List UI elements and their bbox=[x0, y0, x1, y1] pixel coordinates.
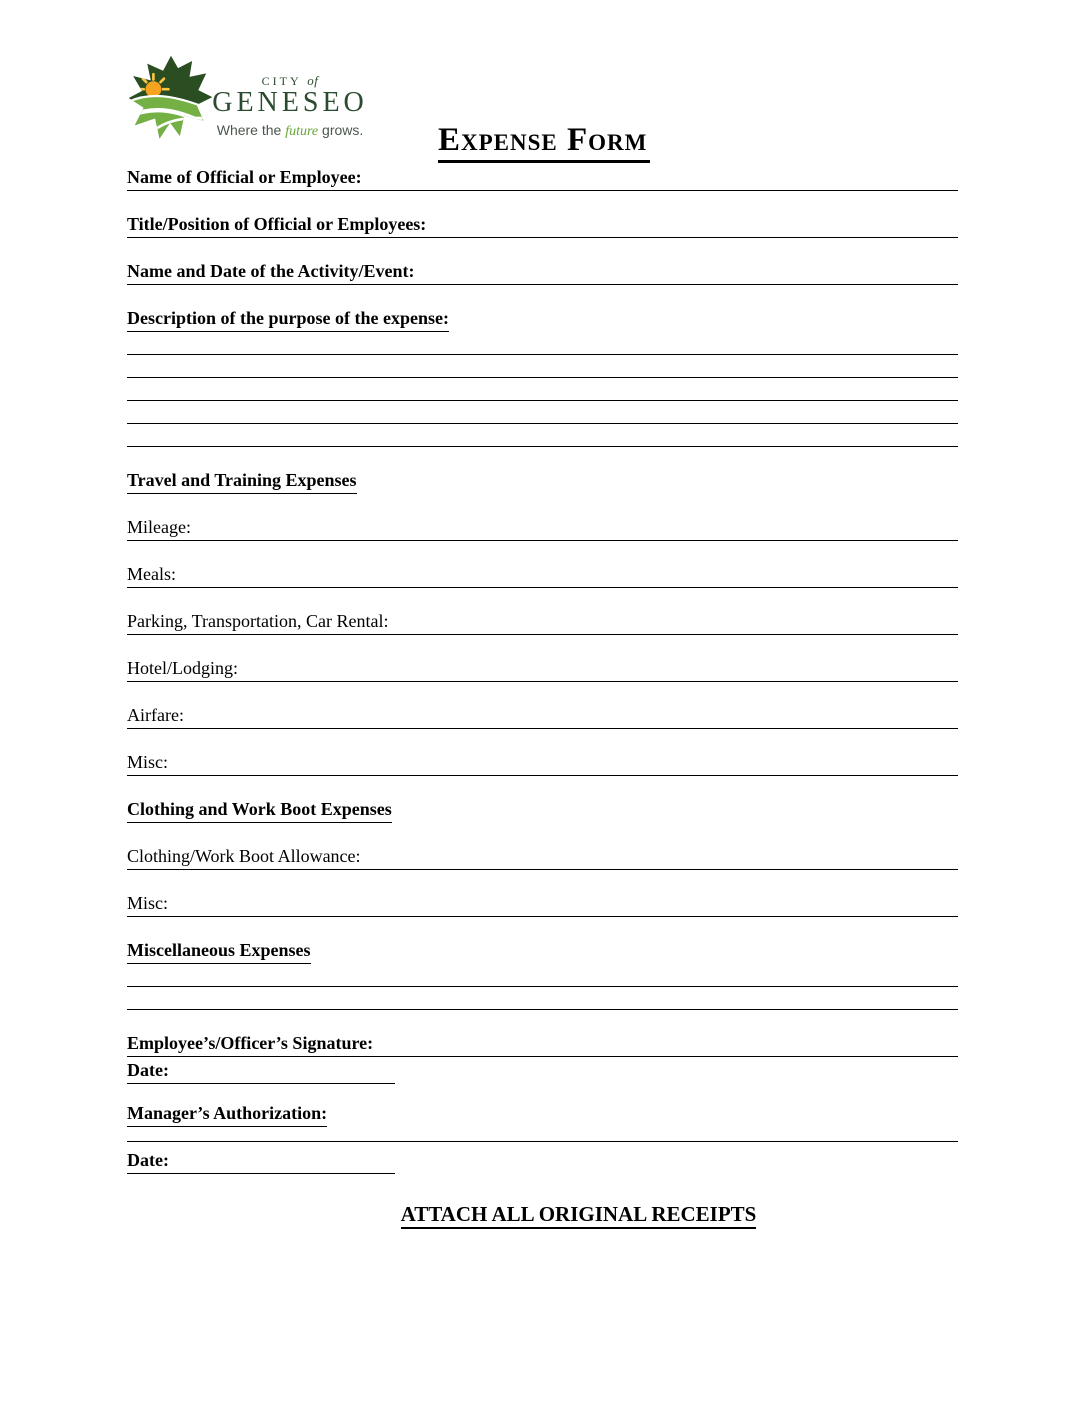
field-label: Hotel/Lodging: bbox=[127, 658, 238, 678]
section-heading-label: Miscellaneous Expenses bbox=[127, 941, 311, 964]
field-activity-event bbox=[127, 262, 958, 285]
field-employee-signature bbox=[127, 1034, 958, 1057]
field-label: Name and Date of the Activity/Event: bbox=[127, 261, 415, 281]
field-airfare bbox=[127, 706, 958, 729]
field-label: Mileage: bbox=[127, 517, 191, 537]
field-label: Parking, Transportation, Car Rental: bbox=[127, 611, 389, 631]
field-label: Manager’s Authorization: bbox=[127, 1104, 327, 1127]
field-meals bbox=[127, 565, 958, 588]
attach-receipts-note: ATTACH ALL ORIGINAL RECEIPTS bbox=[127, 1204, 958, 1229]
field-label: Date: bbox=[127, 1150, 169, 1170]
field-employee-date bbox=[127, 1061, 395, 1084]
field-mileage bbox=[127, 518, 958, 541]
field-manager-date bbox=[127, 1151, 395, 1174]
field-label: Date: bbox=[127, 1060, 169, 1080]
field-clothing-allowance bbox=[127, 847, 958, 870]
tagline-accent-word: future bbox=[285, 124, 319, 139]
city-of-label: CITY of bbox=[261, 73, 319, 88]
blank-writing-line bbox=[127, 401, 958, 424]
section-heading-travel bbox=[127, 471, 958, 494]
blank-writing-line bbox=[127, 424, 958, 447]
blank-writing-line bbox=[127, 1127, 958, 1142]
field-title-position bbox=[127, 215, 958, 238]
field-label: Title/Position of Official or Employees: bbox=[127, 214, 427, 234]
logo-tagline: Where the future grows. bbox=[216, 122, 364, 139]
field-label: Misc: bbox=[127, 893, 169, 913]
geneseo-wordmark: GENESEO bbox=[212, 87, 368, 118]
field-label: Meals: bbox=[127, 564, 176, 584]
field-name-of-official bbox=[127, 168, 958, 191]
blank-writing-line bbox=[127, 355, 958, 378]
section-heading-label: Travel and Training Expenses bbox=[127, 471, 357, 494]
field-label: Misc: bbox=[127, 752, 169, 772]
form-content bbox=[127, 0, 958, 1229]
field-manager-authorization bbox=[127, 1104, 958, 1127]
field-label: Clothing/Work Boot Allowance: bbox=[127, 846, 361, 866]
blank-writing-line bbox=[127, 964, 958, 987]
field-hotel-lodging bbox=[127, 659, 958, 682]
field-parking-transportation bbox=[127, 612, 958, 635]
page-title: Expense Form bbox=[438, 124, 650, 163]
blank-writing-line bbox=[127, 332, 958, 355]
section-heading-clothing bbox=[127, 800, 958, 823]
field-label: Name of Official or Employee: bbox=[127, 167, 362, 187]
blank-writing-line bbox=[127, 987, 958, 1010]
blank-writing-line bbox=[127, 378, 958, 401]
field-clothing-misc bbox=[127, 894, 958, 917]
field-description-label bbox=[127, 309, 958, 332]
field-label: Description of the purpose of the expense: bbox=[127, 309, 449, 332]
field-travel-misc bbox=[127, 753, 958, 776]
field-label: Employee’s/Officer’s Signature: bbox=[127, 1033, 374, 1053]
section-heading-miscellaneous bbox=[127, 941, 958, 964]
field-label: Airfare: bbox=[127, 705, 184, 725]
section-heading-label: Clothing and Work Boot Expenses bbox=[127, 800, 392, 823]
